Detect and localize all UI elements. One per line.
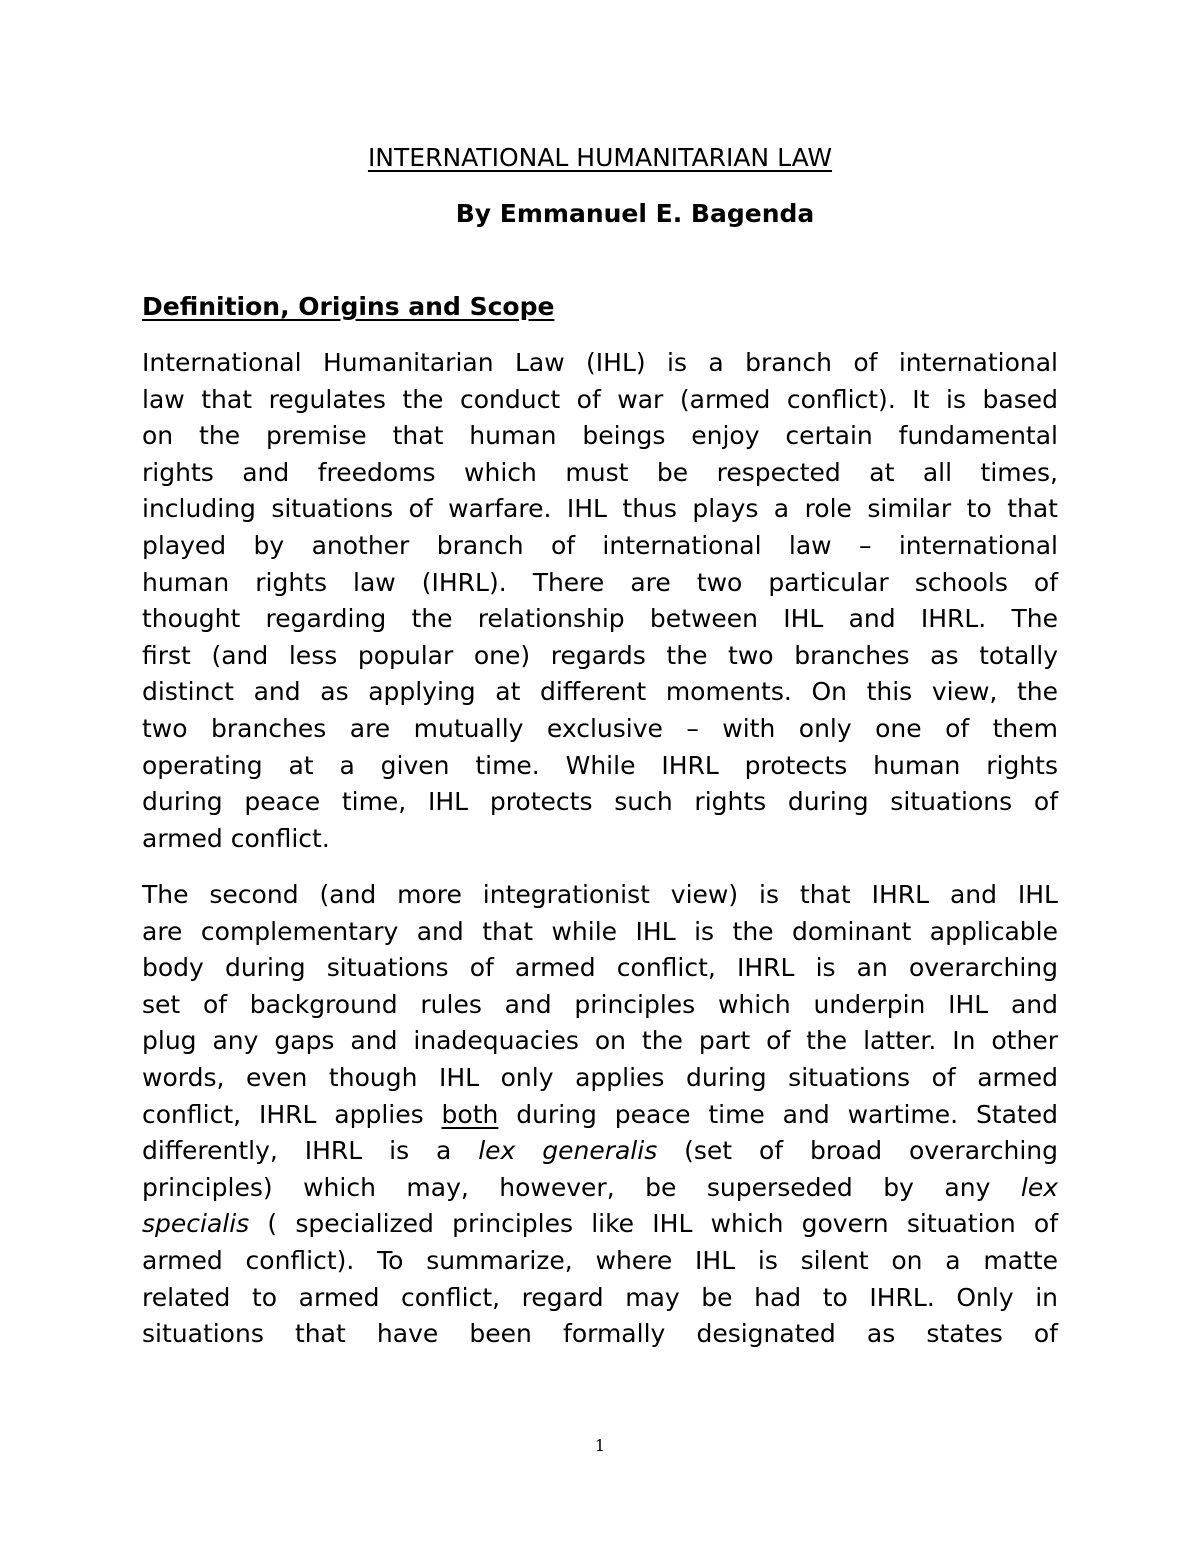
paragraph-line: situations that have been formally designated as states of [142, 1319, 1058, 1349]
paragraph-line: set of background rules and principles which underpin IHL and [142, 989, 1058, 1019]
paragraph-line [142, 1206, 1058, 1243]
paragraph-line: during peace time, IHL protects such rights during situations of [142, 787, 1058, 817]
paragraph-line [142, 1133, 1058, 1170]
section-heading: Definition, Origins and Scope [142, 292, 555, 321]
paragraph-line: first (and less popular one) regards the two branches as totally [142, 640, 1058, 670]
paragraph-line [142, 1170, 1058, 1207]
paragraph-line: International Humanitarian Law (IHL) is a branch of international [142, 348, 1058, 377]
paragraph-line: including situations of warfare. IHL thus plays a role similar to that [142, 494, 1058, 524]
paragraph-line: on the premise that human beings enjoy certain fundamental [142, 421, 1058, 451]
paragraph-line: rights and freedoms which must be respected at all times, [142, 457, 1058, 487]
paragraph-line: human rights law (IHRL). There are two particular schools of [142, 567, 1058, 597]
paragraph-line: are complementary and that while IHL is the dominant applicable [142, 916, 1058, 946]
text-run: conflict, IHRL applies [142, 1099, 442, 1129]
text-run: principles) which may, however, be superseded by any [142, 1172, 1021, 1202]
document-author: By Emmanuel E. Bagenda [455, 199, 815, 228]
underlined-word: both [441, 1099, 499, 1129]
paragraph-line: operating at a given time. While IHRL protects human rights [142, 750, 1058, 780]
paragraph-line: two branches are mutually exclusive – with only one of them [142, 713, 1058, 743]
document-title: INTERNATIONAL HUMANITARIAN LAW [367, 143, 833, 172]
text-run: (set of broad overarching [657, 1136, 1059, 1166]
italic-term: lex generalis [478, 1136, 658, 1166]
paragraph-line: thought regarding the relationship between IHL and IHRL. The [142, 604, 1058, 634]
page-number: 1 [594, 1436, 606, 1455]
text-run: ( specialized principles like IHL which govern situation of [249, 1209, 1058, 1239]
text-run: differently, IHRL is a [142, 1136, 479, 1166]
paragraph-line [142, 1097, 1058, 1134]
paragraph-2 [142, 877, 1058, 1353]
paragraph-line: law that regulates the conduct of war (armed conflict). It is based [142, 384, 1058, 414]
paragraph-1 [142, 345, 1058, 857]
italic-term: lex [1020, 1172, 1058, 1202]
paragraph-line: played by another branch of international law – international [142, 530, 1058, 560]
paragraph-line: words, even though IHL only applies during situations of armed [142, 1062, 1058, 1092]
paragraph-line: plug any gaps and inadequacies on the part of the latter. In other [142, 1026, 1058, 1056]
text-run: during peace time and wartime. Stated [498, 1099, 1058, 1129]
paragraph-line: body during situations of armed conflict, IHRL is an overarching [142, 953, 1058, 983]
italic-term: specialis [142, 1209, 250, 1239]
paragraph-line: armed conflict. [142, 823, 330, 853]
paragraph-line: distinct and as applying at different moments. On this view, the [142, 677, 1058, 707]
paragraph-line: armed conflict). To summarize, where IHL is silent on a matte [142, 1245, 1058, 1275]
paragraph-line: The second (and more integrationist view) is that IHRL and IHL [142, 880, 1058, 909]
paragraph-line: related to armed conflict, regard may be had to IHRL. Only in [142, 1282, 1058, 1312]
